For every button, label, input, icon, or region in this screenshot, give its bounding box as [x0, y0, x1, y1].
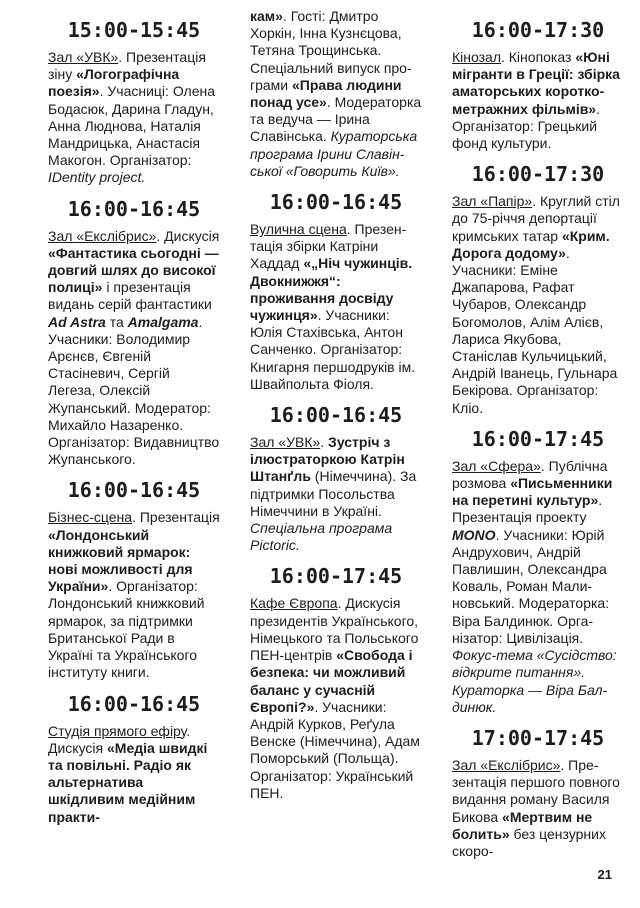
event-text-segment: без цензурних скоро- — [452, 825, 606, 859]
time-slot-header: 16:00-16:45 — [67, 478, 201, 503]
event-text-segment: MONO — [452, 526, 496, 543]
event-text-segment: . Учасники: Володимир Арєнєв, Євгеній Стасіневич, Сергій Легеза, Олексій Жупанський. Модератор: Михайло Назаренко. Організатор: Видавництво Жупанського. — [48, 313, 220, 468]
event-text-segment: . Організатор: Грецький фонд культури. — [452, 100, 600, 152]
venue-name: Зал «Сфера» — [452, 457, 541, 474]
event-text-segment: кам» — [250, 8, 283, 24]
event-entry — [452, 757, 624, 860]
event-text-segment: «Крим. Дорога додому» — [452, 227, 610, 261]
event-text-segment: «„Ніч чужинців. Двокнижжя“: проживання досвіду чужинця» — [250, 255, 413, 324]
event-text-segment: . Дискусія — [156, 227, 220, 244]
venue-name: Бізнес-сцена — [48, 509, 133, 526]
time-slot-header: 17:00-17:45 — [471, 725, 605, 750]
columns — [48, 8, 624, 862]
venue-name: Зал «Папір» — [452, 193, 533, 210]
event-text-segment: IDentity project. — [48, 169, 146, 186]
event-text-segment: «Мертвим не болить» — [452, 808, 593, 842]
event-text-segment: «Фантастика сьогодні — довгий шлях до високої полиці» — [48, 244, 219, 296]
event-text-segment: . Дискусія президентів Українського, Німецького та Польського ПЕН-центрів — [250, 595, 419, 664]
event-entry — [250, 221, 422, 393]
event-entry — [250, 434, 422, 554]
event-text-segment: . Модераторка та ведуча — Ірина Славінська. — [250, 94, 422, 145]
time-slot-header: 16:00-17:45 — [269, 564, 403, 589]
event-text-segment: «Лондонський книжковий ярмарок: нові можливості для України» — [48, 526, 193, 595]
event-text-segment: . Публічна розмова — [452, 457, 608, 492]
page-number: 21 — [597, 867, 612, 882]
event-text-segment: «Письменники на перетині культур» — [452, 475, 613, 509]
event-text-segment: . Презентація проекту — [452, 492, 603, 526]
event-text-segment: . Гості: Дмитро Хоркін, Інна Кузнєцова, Тетяна Трощинська. Спеціальний випуск програми — [250, 8, 412, 93]
event-text-segment: Фокус-тема «Сусідство: відкрите питання». Кураторка — Віра Балдинюк. — [452, 647, 617, 715]
event-text-segment: Зустріч з ілюстраторкою Катрін Штанґль — [250, 434, 405, 485]
event-entry — [250, 8, 422, 180]
event-text-segment: . — [320, 434, 329, 451]
event-entry — [452, 49, 624, 152]
event-text-segment: «Медіа швидкі та повільні. Радіо як альтернатива шкідливим медійним практи- — [48, 739, 208, 825]
event-text-segment: (Німеччина). За підтримки Посольства Німеччини в Україні. — [250, 468, 417, 519]
event-entry — [48, 723, 220, 826]
time-slot-header: 16:00-17:45 — [471, 426, 605, 451]
event-text-segment: . Презентація збірки Катріни Хаддад — [250, 221, 407, 272]
event-text-segment: . Учасниці: Олена Бодасюк, Дарина Гладун, Анна Люднова, Наталія Мандрицька, Анастасія Макогон. Організатор: — [48, 83, 216, 169]
program-column-3 — [452, 8, 624, 862]
time-slot-header: 16:00-16:45 — [67, 691, 201, 716]
event-text-segment: . Учасники: Еміне Джапарова, Рафат Чубаров, Олександр Богомолов, Алім Алієв, Лариса Якубова, Станіслав Кульчицький, Андрій Іванець, Гульнара Бекірова. Організатор: Кліо. — [452, 244, 618, 416]
event-text-segment: і презентація видань серій фантастики — [48, 279, 212, 313]
time-slot-header: 16:00-16:45 — [67, 196, 201, 221]
event-text-segment: . Презентація — [132, 509, 220, 526]
event-text-segment: Amalgama — [127, 313, 199, 330]
time-slot-header: 16:00-16:45 — [269, 190, 403, 215]
venue-name: Зал «Екслібрис» — [452, 756, 561, 773]
event-entry — [48, 228, 220, 469]
event-text-segment: «Права людини понад усе» — [250, 76, 402, 111]
venue-name: Зал «УВК» — [250, 434, 321, 451]
event-entry — [250, 595, 422, 801]
venue-name: Студія прямого ефіру — [48, 722, 187, 739]
event-text-segment: . Учасники: Юлія Стахівська, Антон Санченко. Організатор: Книгарня першодруків ім. Швайпольта Фіоля. — [250, 307, 416, 392]
venue-name: Вулична сцена — [250, 221, 347, 238]
event-entry — [48, 509, 220, 681]
program-column-2 — [250, 8, 422, 862]
event-text-segment: . Організатор: Лондонський книжковий ярмарок, за підтримки Британської Ради в Україні та Українського інституту книги. — [48, 578, 205, 681]
event-text-segment: . Учасники: Юрій Андрухович, Андрій Павлишин, Олександра Коваль, Роман Малиновський. Модераторка: Віра Балдинюк. Організатор: Цивілізація. — [452, 526, 610, 646]
venue-name: Кінозал — [452, 49, 501, 65]
venue-name: Зал «Екслібрис» — [48, 227, 157, 244]
event-text-segment: «Юні мігранти в Греції: збірка аматорських короткометражних фільмів» — [452, 49, 620, 117]
event-entry — [452, 193, 624, 417]
time-slot-header: 16:00-17:30 — [471, 18, 605, 42]
venue-name: Кафе Європа — [250, 595, 338, 612]
event-entry — [452, 458, 624, 716]
event-entry — [48, 49, 220, 187]
event-text-segment: . Кінопоказ — [501, 49, 576, 65]
event-text-segment: Спеціальна програма Pictoric. — [250, 520, 393, 554]
event-text-segment: . Презентація першого повного видання роману Василя Бикова — [452, 756, 620, 825]
event-text-segment: та — [105, 313, 128, 330]
event-text-segment: . Круглий стіл до 75-річчя депортації кримських татар — [452, 193, 620, 244]
time-slot-header: 16:00-16:45 — [269, 403, 403, 428]
event-text-segment: . Дискусія — [48, 722, 191, 756]
event-text-segment: «Свобода і безпека: чи можливий баланс у сучасній Європі?» — [250, 647, 413, 715]
venue-name: Зал «УВК» — [48, 49, 119, 65]
event-text-segment: . Учасники: Андрій Курков, Реґула Венске (Німеччина), Адам Поморський (Польща). Організатор: Український ПЕН. — [250, 698, 420, 801]
program-column-1 — [48, 8, 220, 862]
event-text-segment: Ad Astra — [48, 313, 106, 330]
event-text-segment: . Презентація зіну — [48, 49, 206, 83]
event-text-segment: «Логографічна поезія» — [48, 66, 180, 100]
time-slot-header: 16:00-17:30 — [471, 162, 605, 187]
time-slot-header: 15:00-15:45 — [67, 18, 201, 42]
event-text-segment: Кураторська програма Ірини Славінської «Говорить Київ». — [250, 128, 418, 179]
